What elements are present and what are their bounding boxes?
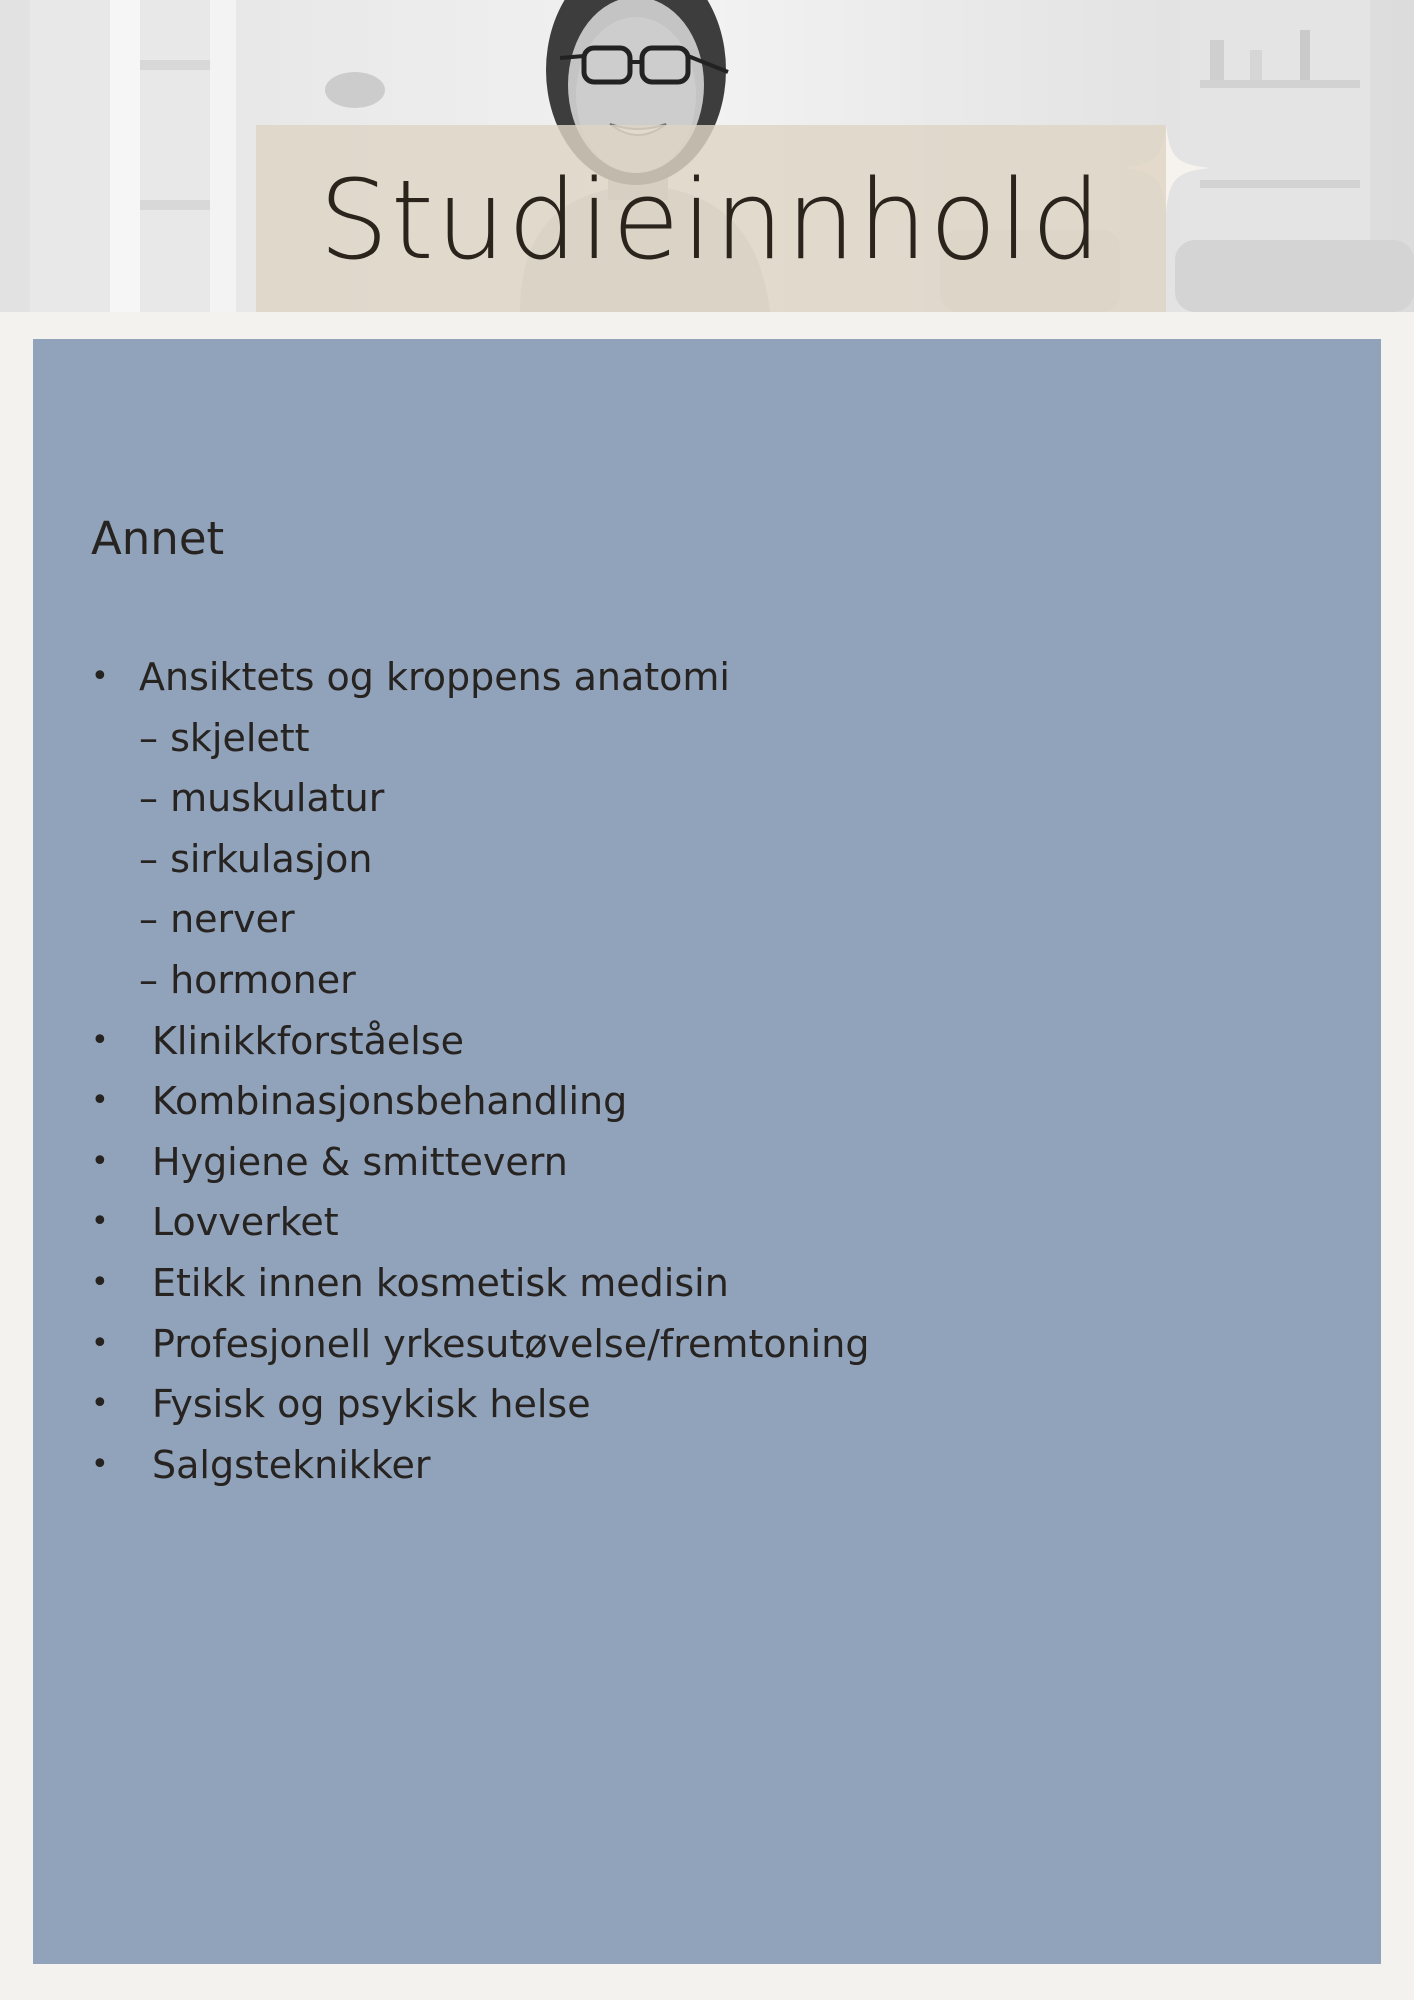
sub-item-label: – muskulatur [139, 776, 385, 821]
sub-item-label: – nerver [139, 897, 295, 942]
sub-list-item [91, 768, 1291, 829]
list-item-label: Ansiktets og kroppens anatomi [139, 655, 730, 699]
sub-item-label: – hormoner [139, 957, 356, 1002]
bullet-icon: • [91, 659, 109, 694]
bullet-icon: • [91, 1386, 109, 1422]
sub-list-item [91, 950, 1291, 1011]
list-item [91, 1314, 1291, 1375]
sub-list-item [91, 829, 1291, 890]
section-heading: Annet [91, 512, 225, 565]
page-title: Studieinnhold [318, 156, 1104, 284]
list-item [91, 1435, 1291, 1496]
bullet-icon: • [91, 1446, 109, 1482]
list-item-label: Kombinasjonsbehandling [152, 1079, 628, 1124]
list-item-label: Lovverket [152, 1200, 339, 1245]
bullet-icon: • [91, 1264, 109, 1300]
list-item-label: Etikk innen kosmetisk medisin [152, 1260, 729, 1305]
sub-item-label: – sirkulasjon [139, 836, 373, 881]
sub-list-item [91, 889, 1291, 950]
list-item [91, 1192, 1291, 1253]
list-item-label: Klinikkforståelse [152, 1018, 465, 1063]
bullet-icon: • [91, 1325, 109, 1361]
bullet-icon: • [91, 1083, 109, 1119]
list-item [91, 1071, 1291, 1132]
list-item [91, 1011, 1291, 1072]
bullet-icon: • [91, 1022, 109, 1058]
bullet-icon: • [91, 1204, 109, 1240]
list-item-label: Profesjonell yrkesutøvelse/fremtoning [152, 1321, 870, 1366]
list-item [91, 647, 1291, 708]
list-item [91, 1253, 1291, 1314]
study-content-list [91, 647, 1291, 1495]
sub-list-item [91, 708, 1291, 769]
list-item [91, 1374, 1291, 1435]
list-item-label: Fysisk og psykisk helse [152, 1382, 591, 1427]
bullet-icon: • [91, 1143, 109, 1179]
list-item-label: Salgsteknikker [152, 1442, 431, 1487]
sub-item-label: – skjelett [139, 715, 310, 760]
list-item-label: Hygiene & smittevern [152, 1139, 568, 1184]
list-item [91, 1132, 1291, 1193]
